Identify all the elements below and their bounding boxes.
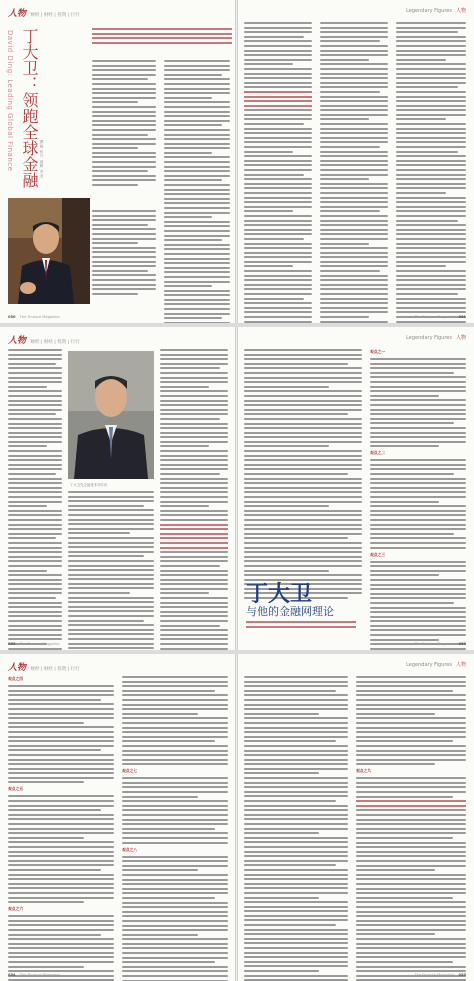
spread1-vertical-subtitle: David Ding: Leading Global Finance (6, 30, 14, 172)
spread3-right-footer-text: The Finance Magazine (414, 973, 455, 977)
spread3-left-page (0, 654, 236, 981)
spread2-big-subtitle: 与他的金融网理论 (246, 605, 334, 618)
spread2-photo-caption: 丁大卫先生接受本刊专访 (70, 483, 108, 487)
spread3-subhead-3: 观点之六 (8, 906, 24, 912)
spread1-right-section: 人物 (455, 8, 466, 14)
spread1-right-col-c (396, 22, 466, 323)
spread2-pull-quote (246, 621, 356, 630)
spread1-left-header (8, 6, 80, 19)
spread3-left-col-a (8, 676, 114, 981)
spread1-right-header (406, 7, 466, 14)
spread3-right-section: 人物 (455, 662, 466, 668)
spread1-left-footer-text: The Finance Magazine (19, 315, 60, 319)
spread2-subhead-2: 观点之二 (370, 450, 386, 456)
spread3-series: Legendary Figures (406, 662, 452, 668)
spread1-left-footer (8, 315, 60, 319)
spread2-right-header (406, 334, 466, 341)
spread3-right-col-a (244, 676, 348, 981)
spread2-left-page (0, 327, 236, 650)
spread3-left-page-number: 054 (8, 973, 16, 977)
spread1-section: 财经 | 财经 | 投资 | 行行 (30, 13, 80, 18)
spread2-right-footer-text: The Finance Magazine (414, 642, 455, 646)
spread3-left-footer-text: The Finance Magazine (19, 973, 60, 977)
spread1-left-page (0, 0, 236, 323)
spread2-portrait-photo (68, 351, 154, 479)
spread2-section: 财经 | 财经 | 投资 | 行行 (30, 340, 80, 345)
spread1-right-col-b (320, 22, 388, 323)
spread2-big-title: 丁大卫 (246, 581, 313, 607)
spread2-left-footer-text: The Finance Magazine (19, 642, 60, 646)
spread2-left-header (8, 333, 80, 346)
spread2-right-section: 人物 (455, 335, 466, 341)
spread-2 (0, 327, 474, 650)
spread3-left-header (8, 660, 80, 673)
spread1-intro-column (92, 28, 232, 46)
spread2-right-page-number: 053 (458, 642, 466, 646)
spread2-right-footer (414, 642, 466, 646)
spread1-col-b (164, 60, 230, 323)
spread1-photo-text (92, 210, 156, 297)
spread1-portrait-photo (8, 198, 90, 304)
spread3-right-page (238, 654, 474, 981)
spread3-right-col-b (356, 676, 466, 981)
spread1-right-col-a (244, 22, 312, 323)
spread1-right-page-number: 051 (458, 315, 466, 319)
spread3-left-footer (8, 973, 60, 977)
spread-1 (0, 0, 474, 323)
spread1-right-page (238, 0, 474, 323)
spread1-logo: 人物 (8, 9, 27, 19)
spread3-section: 财经 | 财经 | 投资 | 行行 (30, 667, 80, 672)
spread1-right-footer-text: The Finance Magazine (414, 315, 455, 319)
spread1-col-a (92, 60, 156, 189)
spread2-right-page (238, 327, 474, 650)
spread3-subhead-1: 观点之四 (8, 676, 24, 681)
spread2-series: Legendary Figures (406, 335, 452, 341)
spread2-left-col-b (68, 491, 154, 650)
spread3-right-footer (414, 973, 466, 977)
spread3-subhead-6: 观点之九 (356, 768, 372, 774)
spread3-right-header (406, 661, 466, 668)
spread1-byline: 撰稿 张兴 编辑 李亚 (40, 140, 44, 178)
spread3-subhead-5: 观点之八 (122, 846, 138, 852)
spread2-left-col-a (8, 349, 62, 650)
spread3-left-col-b (122, 676, 228, 981)
spread3-logo: 人物 (8, 663, 27, 673)
spread1-right-footer (414, 315, 466, 319)
spread2-logo: 人物 (8, 336, 27, 346)
spread1-left-page-number: 050 (8, 315, 16, 319)
spread2-subhead-1: 观点之一 (370, 349, 386, 354)
spread2-left-col-c (160, 349, 228, 650)
spread2-right-col-a (244, 349, 362, 602)
spread1-series: Legendary Figures (406, 8, 452, 14)
spread2-right-col-b (370, 349, 466, 650)
spread-3 (0, 654, 474, 981)
spread3-right-page-number: 055 (458, 973, 466, 977)
spread2-left-footer (8, 642, 60, 646)
spread3-subhead-2: 观点之五 (8, 786, 24, 792)
spread2-subhead-3: 观点之三 (370, 551, 386, 557)
spread2-left-page-number: 052 (8, 642, 16, 646)
spread3-subhead-4: 观点之七 (122, 768, 138, 774)
spread1-vertical-title: 丁大卫：领跑全球金融 (20, 28, 39, 188)
